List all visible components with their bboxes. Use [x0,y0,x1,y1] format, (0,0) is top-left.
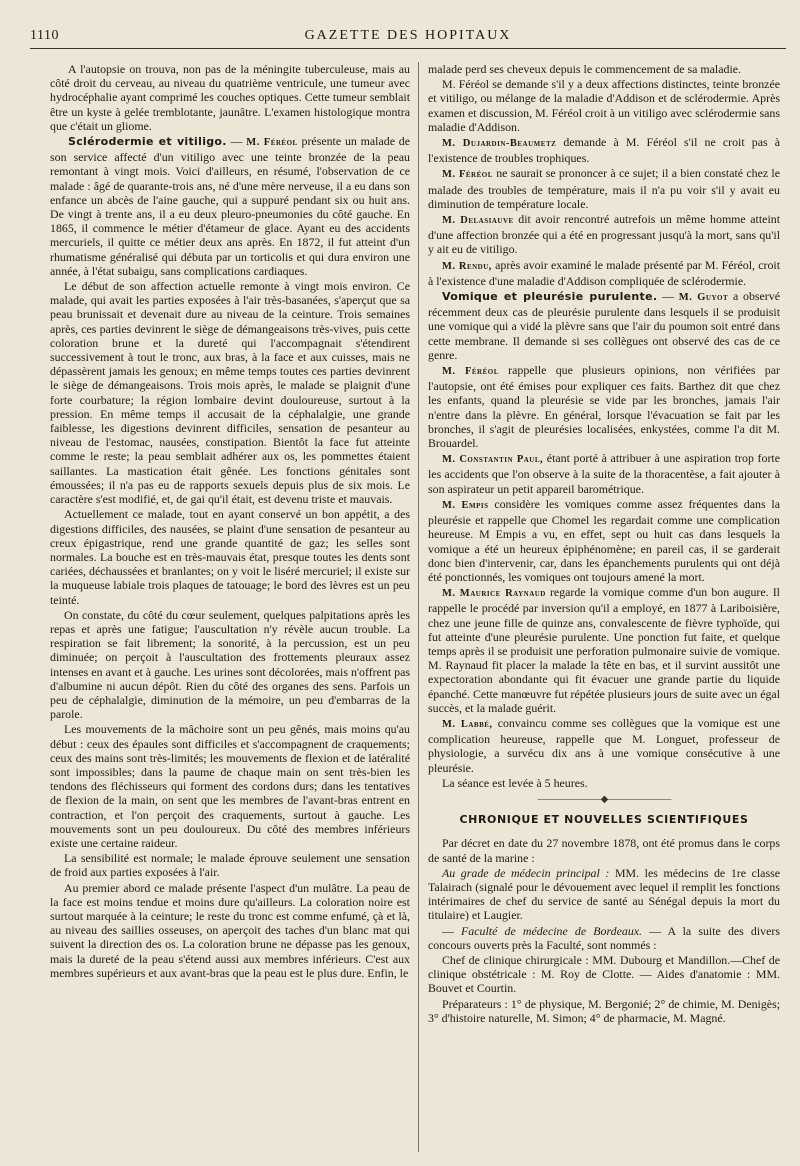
paragraph-text: considère les vomiques comme assez fréquentes dans la pleurésie et rappelle que Chomel les regardait comme une complication heureuse. M Empis a vu, en effet, sept ou huit cas dans lesquels la vomique a été un heureux épiphénomène; en pareil cas, il se garderait donc bien d'intervenir, car, dans les épanchements purulents qui ont déjà été ponctionnés, les vomiques ont toujours amené la mort. [428,496,780,584]
paragraph-text: convaincu comme ses collègues que la vomique est une complication heureuse, rappelle que M. Longuet, professeur de physiologie, a survécu dix ans à une vomique consécutive à une pleurésie. [428,715,780,775]
fereol-vomique-paragraph [428,363,780,450]
speaker-name: M. Féréol [442,169,493,181]
italic-lead: Au grade de médecin principal : [442,865,610,880]
preparateurs-paragraph: Préparateurs : 1° de physique, M. Bergonié; 2° de chimie, M. Denigès; 3° d'histoire naturelle, M. Simon; 4° de pharmacie, M. Magné. [428,996,780,1025]
section-title-vomique: Vomique et pleurésie purulente. [442,290,658,304]
speaker-name: M. Féréol [442,366,499,378]
rendu-paragraph [428,258,780,288]
left-column [50,62,410,1152]
speaker-name: M. Dujardin-Beaumetz [442,138,557,150]
section-title-sclerodermie: Sclérodermie et vitiligo. [68,135,227,149]
fereol-reply-paragraph [428,166,780,211]
autopsy-paragraph: A l'autopsie on trouva, non pas de la méningite tuberculeuse, mais au côté droit du cerveau, au niveau du quatrième ventricule, une tumeur avec hydrocéphalie ayant comprimé les couches optiques. Cette tumeur semblait être un kyste à gelée tremblotante, jaunâtre. L'examen histologique montra que c'était un gliome. [50,62,410,133]
decree-paragraph: Par décret en date du 27 novembre 1878, ont été promus dans le corps de santé de la marine : [428,836,780,865]
paragraph-text: a observé récemment deux cas de pleurésie purulente dans lesquels il se produisit une vomique qui a vidé la plèvre sans que l'air du poumon soit entré dans cette membrane. Il demande si ses collègues ont observé des cas de ce genre. [428,289,780,362]
speaker-name: M. Maurice Raynaud [442,588,546,600]
vomique-paragraph [428,289,780,362]
delasiauve-paragraph [428,212,780,257]
chronique-title: CHRONIQUE ET NOUVELLES SCIENTIFIQUES [459,813,749,827]
sclerodermie-paragraph [50,134,410,278]
promotion-paragraph [428,866,780,923]
paragraph-text: ne saurait se prononcer à ce sujet; il a bien constaté chez le malade des troubles de température, mais il n'a pu voir s'il y avait eu diminution de température locale. [428,166,780,211]
paragraph-text: présente un malade de son service affecté d'un vitiligo avec une teinte bronzée de la peau remontant à vingt mois. Voici d'ailleurs, en résumé, l'observation de ce malade : âgé de quarante-trois ans, né d'une mère nerveuse, il a eu dans son enfance un abcès de l'aine gauche, qui a suppuré pendant six ou huit ans. De vingt à trente ans, il a eu deux pleuro-pneumonies du côté gauche. En 1865, il commence le métier d'étameur de glace. Ayant eu des accidents mercuriels, il quitte ce métier deux ans après. En 1872, il fut atteint d'un rhumatisme généralisé qui débuta par un torticolis et qui dura environ une année, à l'état subaigu, sans complications cardiaques. [50,134,410,278]
section-separator: ———————◆——————— [537,793,671,805]
page-number: 1110 [30,28,59,43]
title-dash: — [226,134,247,149]
paragraph-text: demande à M. Féréol s'il ne croit pas à l'existence de troubles trophiques. [428,135,780,166]
current-state-paragraph: Actuellement ce malade, tout en ayant conservé un bon appétit, a des digestions difficiles, des nausées, se plaint d'une sensation de pesanteur au creux épigastrique, rend une grande quantité de gaz; les selles sont normales. La bouche est en très-mauvais état, presque toutes les dents sont cariées, déchaussées et branlantes; on y voit le liséré mercuriel; il existe sur la muqueuse labiale trois plaques de tatouage; le bord des lèvres est un peu teinté. [50,507,410,607]
fereol-question-paragraph: M. Féréol se demande s'il y a deux affections distinctes, teinte bronzée et vitiligo, ou mélange de la maladie d'Addison et de sclérodermie. Après examen et discussion, M. Féréol croit à un vitiligo avec sclérodermie sans maladie d'Addison. [428,77,780,134]
paragraph-text: étant porté à attribuer à une aspiration trop forte les accidents que l'on observe à la suite de la thoracentèse, a fait ajouter à son aspirateur un petit appareil barométrique. [428,451,780,496]
heart-paragraph: On constate, du côté du cœur seulement, quelques palpitations après les repas et après une fatigue; l'auscultation n'y révèle aucun trouble. La respiration se fait librement; la sonorité, à la percussion, est un peu diminuée; on perçoit à l'auscultation des frottements pleuraux assez intenses en avant et à gauche. Les urines sont décolorées, mais n'offrent pas d'albumine ni aucun dépôt. Rien du côté des organes des sens. Parfois un peu de céphalalgie, diminution de la mémoire, un peu d'embarras de la parole. [50,607,410,722]
paragraph-text: regarde la vomique comme d'un bon augure. Il rappelle le procédé par inversion qu'il a employé, en 1877 à Lariboisière, chez une jeune fille de quinze ans, convalescente de fièvre typhoïde, qui fut atteinte d'une pleurésie purulente. Une ponction fut faite, et quelque temps après il se produisit une perforation pulmonaire suivie de vomique. M. Raynaud fit placer la malade la tête en bas, et il survint aussitôt une expectoration abondante qui fit évacuer une grande partie du liquide épanché. Cette manœuvre fut répétée plusieurs jours de suite avec un égal succès, et la malade guérit. [428,585,780,715]
speaker-name: M. Guyot [678,292,729,304]
bordeaux-paragraph [428,924,780,952]
journal-title: GAZETTE DES HOPITAUX [304,28,512,43]
continuation-paragraph: malade perd ses cheveux depuis le commencement de sa maladie. [428,62,741,76]
session-closed-paragraph: La séance est levée à 5 heures. [442,775,588,790]
paragraph-text: rappelle que plusieurs opinions, non vérifiées par l'autopsie, ont été émises pour expliquer ces faits. Barthez dit que chez les enfants, quand la pleurésie se vide par les bronches, jamais l'air n'entre dans la plèvre. En général, lorsque l'évacuation se fait par les bronches, il s'agit de pleurésies localisées, enkystées, comme l'a dit M. Brouardel. [428,363,780,451]
paragraph-text: MM. les médecins de 1re classe Talairach (signalé pour le dévouement avec lequel il remplit les fonctions intérimaires de chef du service de santé au Sénégal depuis la mort du titulaire) et Laugier. [428,865,780,923]
paragraph-text: — A la suite des divers concours ouverts près la Faculté, sont nommés : [428,923,780,952]
speaker-name: M. Delasiauve [442,215,514,227]
speaker-name: M. Rendu, [442,260,492,272]
labbe-paragraph [428,716,780,775]
title-dash: — [657,289,679,304]
onset-paragraph: Le début de son affection actuelle remonte à vingt mois environ. Ce malade, qui avait les parties exposées à l'air très-basanées, s'aperçut que sa peau brunissait et devenait dure au niveau de la ceinture. Trois semaines après, ces parties devinrent le siège de démangeaisons très-vives, puis cette coloration brune et la dureté qui l'accompagnait s'étendirent successivement à tout le tronc, aux bras, à la face et aux cuisses, mais ne dépassèrent jamais les genoux; en même temps toutes ces parties devinrent le siège de démangeaisons. Trois mois après, le malade se plaignit d'une forte courbature; la région lombaire devint douloureuse, surtout à la pression. En même temps il accusait de la céphalalgie, une grande faiblesse, les digestions devinrent difficiles, sensation de pesanteur au niveau de l'estomac, nausées, constipation. Bientôt la face fut atteinte comme le reste; la peau semblait adhérer aux os, les pommettes étaient saillantes. La mastication était gênée. Les fonctions génitales sont émoussées; il n'a pas eu de rapports sexuels depuis plus de six mois. Le caractère s'est modifié, et, de gai qu'il était, est devenu triste et mauvais. [50,279,410,507]
speaker-name: M. Labbé, [442,718,493,730]
sensibility-paragraph: La sensibilité est normale; le malade éprouve seulement une sensation de froid aux parties exposées à l'air. [50,851,410,880]
raynaud-paragraph [428,585,780,715]
appearance-paragraph: Au premier abord ce malade présente l'aspect d'un mulâtre. La peau de la face est moins tendue et moins dure qu'ailleurs. La coloration noire est surtout marquée à la ceinture; le reste du tronc est comme enfumé, çà et là, au niveau des saillies osseuses, on aperçoit des taches d'un blanc mat qui suivent la direction des os. La coloration brune ne dépasse pas les genoux, mais la dureté de la peau s'étend aussi aux membres inférieurs. C'est aux membres supérieurs et aux avant-bras que la peau est le plus dure. Enfin, le [50,880,410,980]
constantin-paul-paragraph [428,451,780,496]
speaker-name: M. Empis [442,499,489,511]
dujardin-paragraph [428,135,780,165]
dash-lead: — [442,923,462,938]
italic-lead: Faculté de médecine de Bordeaux. [461,923,643,938]
column-divider [418,62,419,1152]
chefs-clinique-paragraph: Chef de clinique chirurgicale : MM. Dubourg et Mandillon.—Chef de clinique obstétricale : M. Roy de Clotte. — Aides d'anatomie : MM. Bouvet et Courtin. [428,952,780,996]
speaker-name: M. Féréol [246,137,298,149]
movements-paragraph: Les mouvements de la mâchoire sont un peu gênés, mais moins qu'au début : ceux des épaules sont difficiles et s'accompagnent de craquements; ceux des mains sont très-limités; les mouvements de flexion et de latéralité sont impossibles; dans la paume de chaque main on sent très-bien les tendons des fléchisseurs qui forment des cordons durs; dans les tentatives de flexion de la main, on sent que les membres de l'avant-bras entrent en contraction, et l'on perçoit des craquements, surtout à gauche. Les mouvements sont un peu douloureux. Du côté des membres inférieurs existe une certaine raideur. [50,722,410,850]
page-header [30,26,786,49]
speaker-name: M. Constantin Paul, [442,454,544,466]
empis-paragraph [428,497,780,584]
right-column [428,62,780,1152]
paragraph-text: dit avoir rencontré autrefois un même homme atteint d'une affection bronzée qui a été en progressant jusqu'à la mort, sans qu'il y ait eu de vitiligo. [428,212,780,257]
paragraph-text: après avoir examiné le malade présenté par M. Féréol, croit à l'existence d'une maladie d'Addison compliquée de sclérodermie. [428,257,780,288]
